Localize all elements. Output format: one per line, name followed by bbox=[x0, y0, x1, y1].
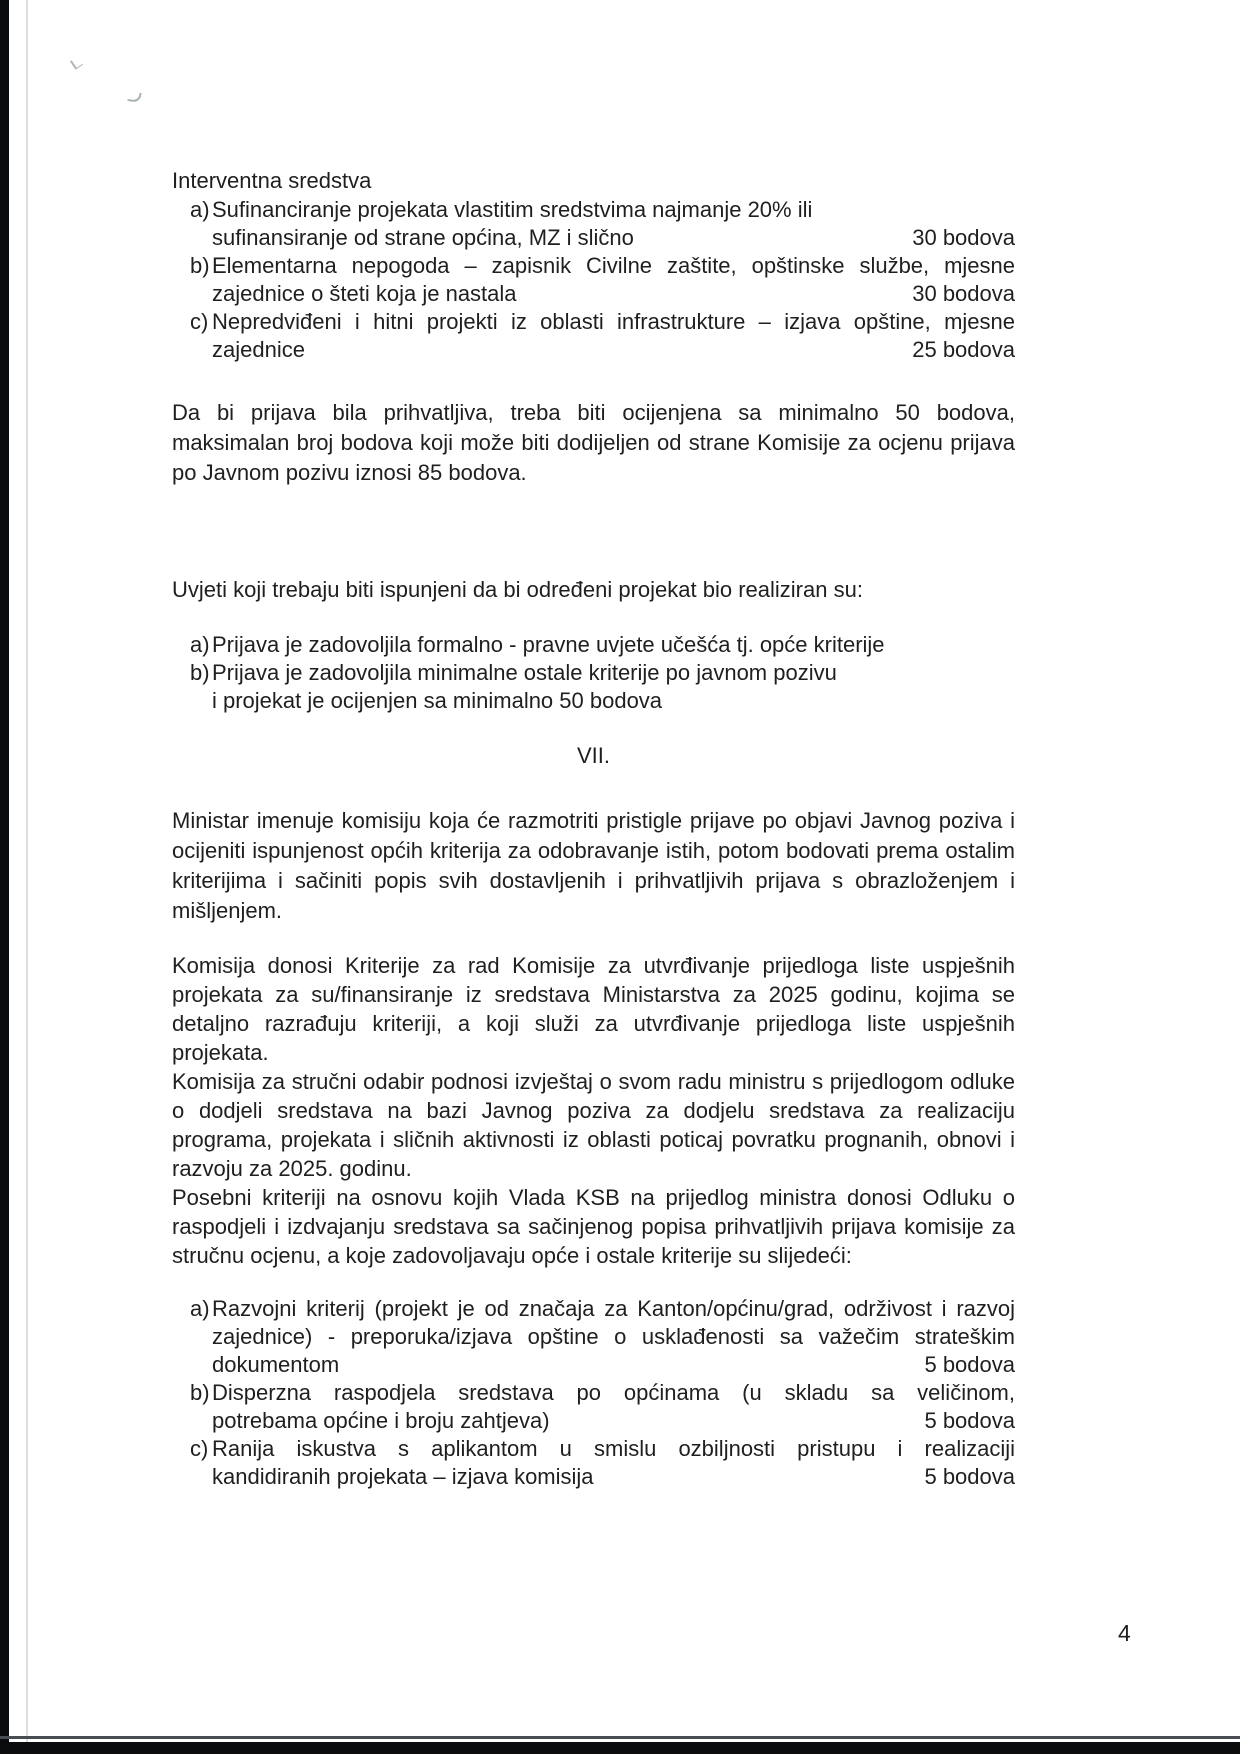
list-line: zajednice) - preporuka/izjava opštine o usklađenosti sa važečim strateškim bbox=[212, 1324, 1015, 1349]
list-line bbox=[212, 1463, 1015, 1491]
list-line: Sufinanciranje projekata vlastitim sredstvima najmanje 20% ili bbox=[212, 197, 813, 222]
list-item bbox=[172, 659, 1015, 715]
list-marker: b) bbox=[190, 660, 210, 685]
intervention-criteria-list bbox=[172, 196, 1015, 364]
list-line-text: potrebama općine i broju zahtjeva) bbox=[212, 1408, 550, 1433]
list-line bbox=[212, 280, 1015, 308]
list-line bbox=[212, 336, 1015, 364]
list-line-text: kandidiranih projekata – izjava komisija bbox=[212, 1464, 594, 1489]
paragraph-posebni-kriteriji: Posebni kriteriji na osnovu kojih Vlada KSB na prijedlog ministra donosi Odluku o raspodjeli i izdvajanju sredstava sa sačinjenog popisa prihvatljivih prijava komisije za stručnu ocjenu, a koje zadovoljavaju opće i ostale kriterije su slijedeći: bbox=[172, 1185, 1015, 1268]
paragraph-conditions-intro: Uvjeti koji trebaju biti ispunjeni da bi određeni projekat bio realiziran su: bbox=[172, 577, 863, 602]
scan-seam-line bbox=[26, 0, 28, 1754]
list-item bbox=[172, 1295, 1015, 1379]
points-value: 5 bodova bbox=[924, 1464, 1015, 1489]
page-number: 4 bbox=[1118, 1620, 1131, 1646]
list-item bbox=[172, 631, 1015, 659]
special-criteria-list bbox=[172, 1295, 1015, 1491]
list-item bbox=[172, 1435, 1015, 1491]
list-line-text: zajednice o šteti koja je nastala bbox=[212, 281, 517, 306]
points-value: 5 bodova bbox=[924, 1408, 1015, 1433]
list-line bbox=[212, 1407, 1015, 1435]
list-line: Prijava je zadovoljila minimalne ostale kriterije po javnom pozivu bbox=[212, 660, 837, 685]
list-line: Elementarna nepogoda – zapisnik Civilne zaštite, opštinske službe, mjesne bbox=[212, 253, 1015, 278]
scan-left-edge bbox=[0, 0, 9, 1754]
scan-artifact bbox=[70, 56, 83, 69]
list-line bbox=[212, 224, 1015, 252]
list-line-text: dokumentom bbox=[212, 1352, 340, 1377]
list-line: Prijava je zadovoljila formalno - pravne uvjete učešća tj. opće kriterije bbox=[212, 632, 885, 657]
list-marker: b) bbox=[190, 1380, 210, 1405]
list-item bbox=[172, 1379, 1015, 1435]
section-heading: VII. bbox=[576, 743, 610, 768]
list-marker: b) bbox=[190, 253, 210, 278]
section-title: Interventna sredstva bbox=[172, 168, 372, 193]
points-value: 30 bodova bbox=[912, 225, 1015, 250]
scan-bottom-edge bbox=[0, 1742, 1240, 1754]
list-item bbox=[172, 308, 1015, 364]
list-marker: c) bbox=[190, 309, 209, 334]
list-marker: a) bbox=[190, 197, 210, 222]
paragraph-komisija-donosi: Komisija donosi Kriterije za rad Komisije za utvrđivanje prijedloga liste uspješnih projekata za su/finansiranje iz sredstava Ministarstva za 2025 godinu, kojima se detaljno razrađuju kriteriji, a koji služi za utvrđivanje prijedloga liste uspješnih projekata. bbox=[172, 953, 1015, 1065]
paragraph-ministar: Ministar imenuje komisiju koja će razmotriti pristigle prijave po objavi Javnog poziva i ocijeniti ispunjenost općih kriterija za odobravanje istih, potom bodovati prema ostalim kriterijima i sačiniti popis svih dostavljenih i prihvatljivih prijava s obrazloženjem i mišljenjem. bbox=[172, 808, 1015, 923]
list-line: Ranija iskustva s aplikantom u smislu ozbiljnosti pristupu i realizaciji bbox=[212, 1436, 1015, 1461]
paragraph-komisija-odabir: Komisija za stručni odabir podnosi izvještaj o svom radu ministru s prijedlogom odluke o dodjeli sredstava na bazi Javnog poziva za dodjelu sredstava za realizaciju programa, projekata i sličnih aktivnosti iz oblasti poticaj povratku prognanih, obnovi i razvoju za 2025. godinu. bbox=[172, 1069, 1015, 1181]
list-line: Nepredviđeni i hitni projekti iz oblasti infrastrukture – izjava opštine, mjesne bbox=[212, 309, 1015, 334]
points-value: 5 bodova bbox=[924, 1352, 1015, 1377]
points-value: 30 bodova bbox=[912, 281, 1015, 306]
scan-artifact bbox=[127, 91, 141, 103]
conditions-list bbox=[172, 631, 1015, 715]
points-value: 25 bodova bbox=[912, 337, 1015, 362]
list-item bbox=[172, 196, 1015, 252]
list-line: i projekat je ocijenjen sa minimalno 50 bodova bbox=[212, 688, 663, 713]
list-line bbox=[212, 1351, 1015, 1379]
paragraph-minimum-points: Da bi prijava bila prihvatljiva, treba biti ocijenjena sa minimalno 50 bodova, maksimalan broj bodova koji može biti dodijeljen od strane Komisije za ocjenu prijava po Javnom pozivu iznosi 85 bodova. bbox=[172, 400, 1015, 485]
list-marker: a) bbox=[190, 632, 210, 657]
list-item bbox=[172, 252, 1015, 308]
list-line: Razvojni kriterij (projekt je od značaja za Kanton/općinu/grad, održivost i razvoj bbox=[212, 1296, 1015, 1321]
list-marker: c) bbox=[190, 1436, 209, 1461]
list-marker: a) bbox=[190, 1296, 210, 1321]
list-line-text: zajednice bbox=[212, 337, 305, 362]
list-line-text: sufinansiranje od strane općina, MZ i slično bbox=[212, 225, 634, 250]
scan-bottom-rule bbox=[0, 1736, 1240, 1739]
list-line: Disperzna raspodjela sredstava po općinama (u skladu sa veličinom, bbox=[212, 1380, 1015, 1405]
